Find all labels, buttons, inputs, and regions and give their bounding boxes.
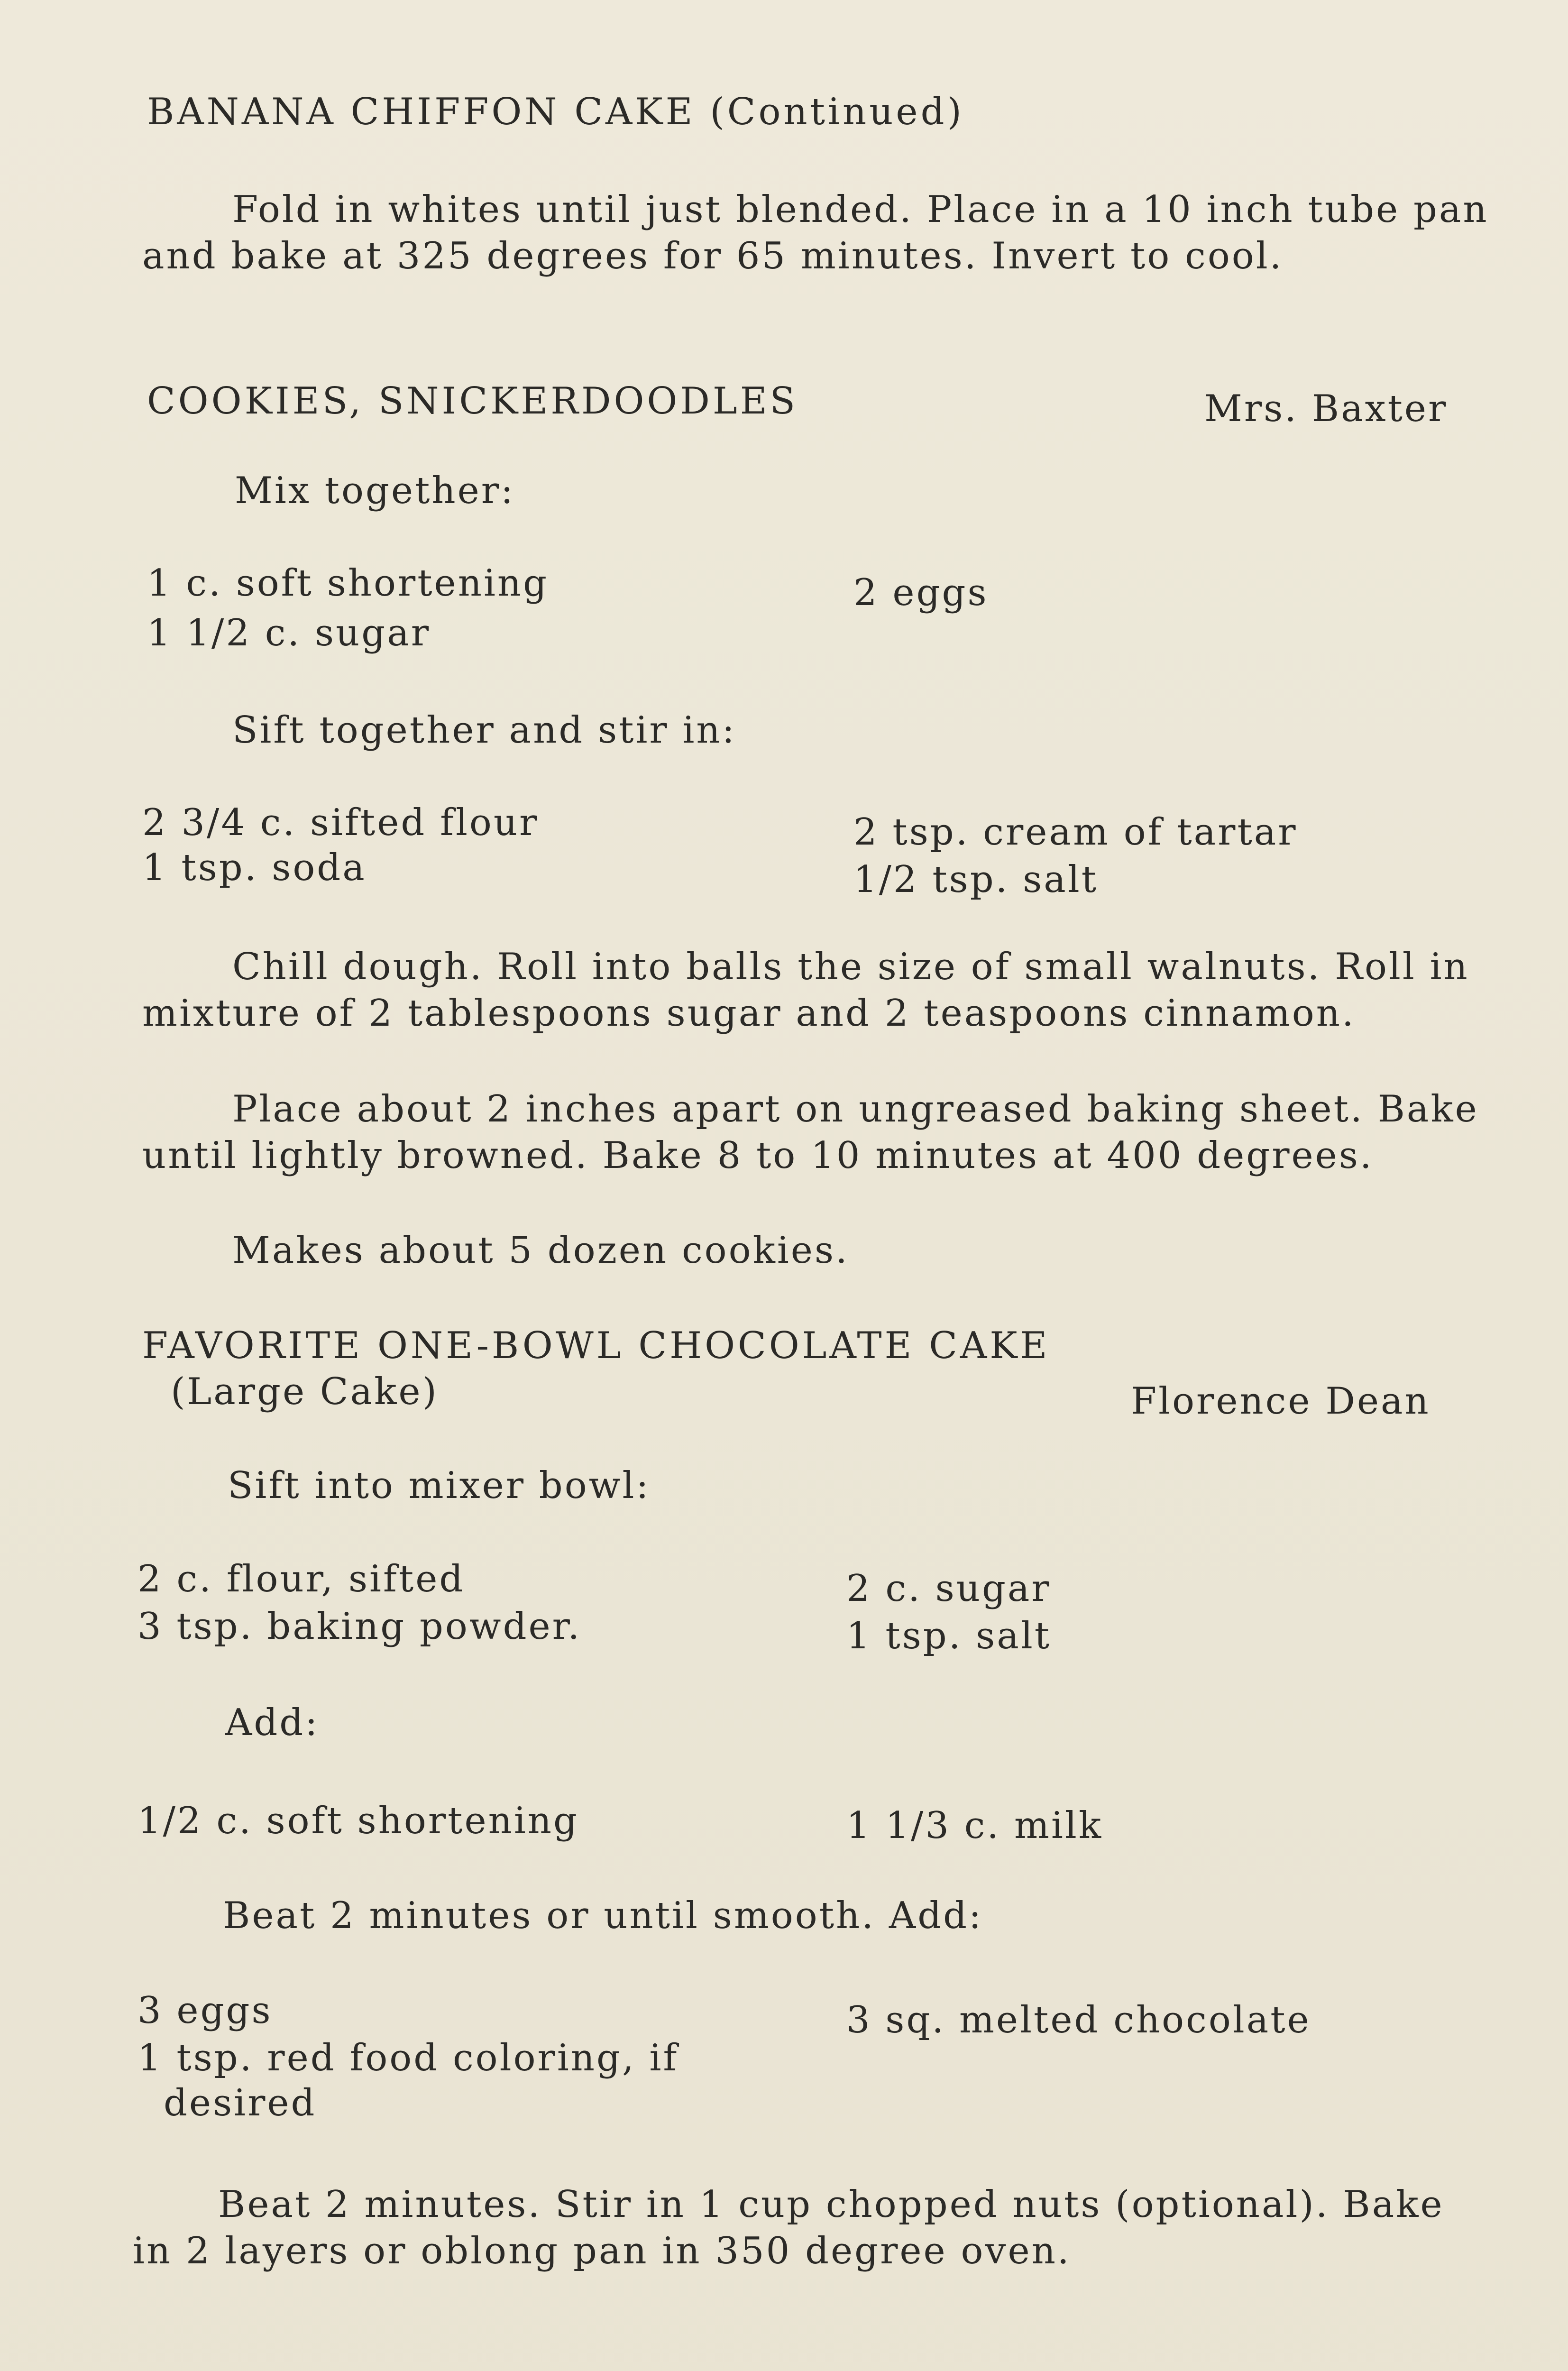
snickerdoodles-instructions-1: Chill dough. Roll into balls the size of small walnuts. Roll in mixture of 2 tablespoons sugar and 2 teaspoons cinnamon. <box>142 946 1469 1035</box>
ingredient: 2 tsp. cream of tartar <box>853 811 1298 854</box>
snickerdoodles-step-sift: Sift together and stir in: <box>232 709 736 752</box>
snickerdoodles-step-mix: Mix together: <box>235 469 515 512</box>
ingredient: 2 eggs <box>853 571 989 614</box>
ingredient: 2 c. sugar <box>846 1567 1051 1610</box>
ingredient: 2 3/4 c. sifted flour <box>142 801 539 844</box>
ingredient: 1 1/3 c. milk <box>846 1804 1103 1847</box>
banana-chiffon-instructions: Fold in whites until just blended. Place in a 10 inch tube pan and bake at 325 degrees for 65 minutes. Invert to cool. <box>142 188 1489 277</box>
ingredient: 1/2 c. soft shortening <box>138 1800 579 1842</box>
chocolate-cake-step-beat: Beat 2 minutes or until smooth. Add: <box>223 1894 983 1937</box>
ingredient: desired <box>164 2082 317 2124</box>
chocolate-cake-title: FAVORITE ONE-BOWL CHOCOLATE CAKE <box>142 1324 1050 1367</box>
ingredient: 1 tsp. salt <box>846 1615 1052 1657</box>
snickerdoodles-instructions-2: Place about 2 inches apart on ungreased baking sheet. Bake until lightly browned. Bake 8 to 10 minutes at 400 degrees. <box>142 1088 1479 1177</box>
ingredient: 1/2 tsp. salt <box>853 858 1099 901</box>
chocolate-cake-subtitle: (Large Cake) <box>171 1370 439 1413</box>
ingredient: 1 1/2 c. sugar <box>147 612 431 654</box>
chocolate-cake-instructions: Beat 2 minutes. Stir in 1 cup chopped nuts (optional). Bake in 2 layers or oblong pan in 350 degree oven. <box>133 2183 1444 2272</box>
ingredient: 2 c. flour, sifted <box>138 1558 465 1600</box>
snickerdoodles-author: Mrs. Baxter <box>1204 387 1448 430</box>
ingredient: 1 tsp. red food coloring, if <box>138 2037 679 2079</box>
ingredient: 1 tsp. soda <box>142 846 367 889</box>
chocolate-cake-step-add: Add: <box>225 1701 320 1744</box>
ingredient: 3 sq. melted chocolate <box>846 1999 1311 2041</box>
chocolate-cake-author: Florence Dean <box>1131 1380 1430 1423</box>
ingredient: 1 c. soft shortening <box>147 562 549 605</box>
snickerdoodles-title: COOKIES, SNICKERDOODLES <box>147 380 798 423</box>
ingredient: 3 tsp. baking powder. <box>138 1605 582 1648</box>
banana-chiffon-title: BANANA CHIFFON CAKE (Continued) <box>147 91 964 133</box>
chocolate-cake-step-sift: Sift into mixer bowl: <box>228 1464 651 1507</box>
ingredient: 3 eggs <box>138 1989 273 2032</box>
snickerdoodles-yield: Makes about 5 dozen cookies. <box>232 1229 849 1272</box>
